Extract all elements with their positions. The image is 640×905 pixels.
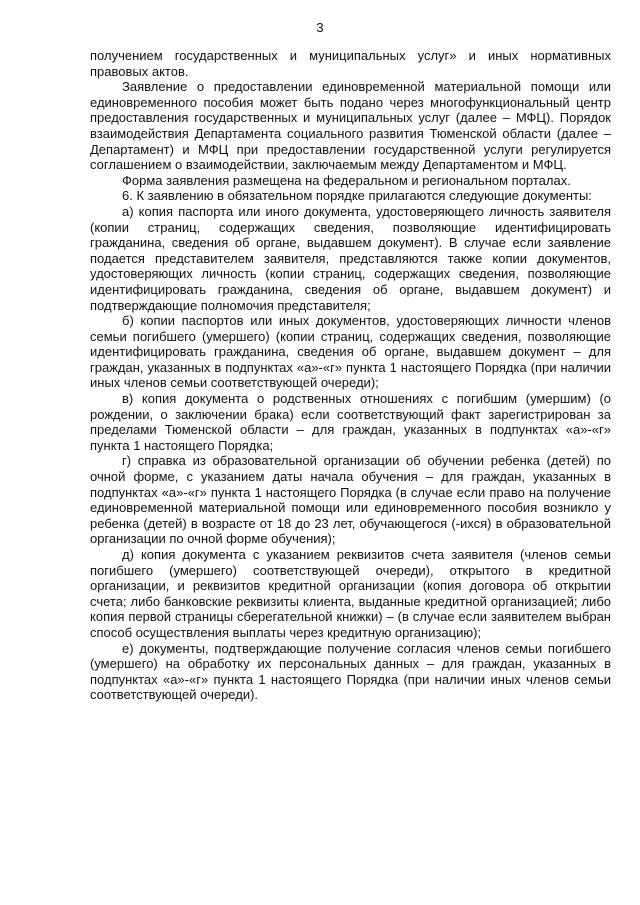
document-body (90, 48, 611, 703)
paragraph-subitem-v: в) копия документа о родственных отношениях с погибшим (умершим) (о рождении, о заключении брака) если соответствующий факт зарегистрирован за пределами Тюменской области – для граждан, указанных в подпунктах «а»-«г» пункта 1 настоящего Порядка; (90, 391, 611, 453)
paragraph-subitem-e: е) документы, подтверждающие получение согласия членов семьи погибшего (умершего) на обработку их персональных данных – для граждан, указанных в подпунктах «а»-«г» пункта 1 настоящего Порядка (при наличии иных членов семьи соответствующей очереди). (90, 640, 611, 703)
paragraph-subitem-b: б) копии паспортов или иных документов, удостоверяющих личности членов семьи погибшего (умершего) (копии страниц, содержащих сведения, позволяющие идентифицировать гражданина, сведения об органе, выдавшем документ – для граждан, указанных в подпунктах «а»-«г» пункта 1 настоящего Порядка (при наличии иных членов семьи соответствующей очереди); (90, 313, 611, 391)
paragraph-subitem-g: г) справка из образовательной организации об обучении ребенка (детей) по очной форме, с указанием даты начала обучения – для граждан, указанных в подпунктах «а»-«г» пункта 1 настоящего Порядка (в случае если право на получение единовременной материальной помощи или единовременного пособия возникло у ребенка (детей) в возрасте от 18 до 23 лет, обучающегося (-ихся) в образовательной организации по очной форме обучения); (90, 453, 611, 547)
paragraph-subitem-d: д) копия документа с указанием реквизитов счета заявителя (членов семьи погибшего (умершего) соответствующей очереди), открытого в кредитной организации, и реквизитов кредитной организации (копия договора об открытии счета; либо банковские реквизиты клиента, выданные кредитной организацией; либо копия первой страницы сберегательной книжки) – (в случае если заявителем выбран способ осуществления выплаты через кредитную организацию); (90, 547, 611, 640)
paragraph-subitem-a: а) копия паспорта или иного документа, удостоверяющего личность заявителя (копии страниц, содержащих сведения, позволяющие идентифицировать гражданина, сведения об органе, выдавшем документ). В случае если заявление подается представителем заявителя, представляются также копии документов, удостоверяющих личность (копии страниц, содержащих сведения, позволяющие идентифицировать гражданина, сведения об органе, выдавшем документ) и подтверждающие полномочия представителя; (90, 203, 611, 313)
paragraph-item-6: 6. К заявлению в обязательном порядке прилагаются следующие документы: (122, 188, 592, 204)
paragraph-form-portals: Форма заявления размещена на федеральном и региональном порталах. (122, 172, 571, 188)
paragraph-continuation: получением государственных и муниципальных услуг» и иных нормативных правовых актов. (90, 48, 611, 79)
page-number: 3 (316, 20, 324, 35)
paragraph-mfc-application: Заявление о предоставлении единовременной материальной помощи или единовременного пособия может быть подано через многофункциональный центр предоставления государственных и муниципальных услуг (далее – МФЦ). Порядок взаимодействия Департамента социального развития Тюменской области (далее – Департамент) и МФЦ при предоставлении государственной услуги регулируется соглашением о взаимодействии, заключаемым между Департаментом и МФЦ. (90, 79, 611, 173)
